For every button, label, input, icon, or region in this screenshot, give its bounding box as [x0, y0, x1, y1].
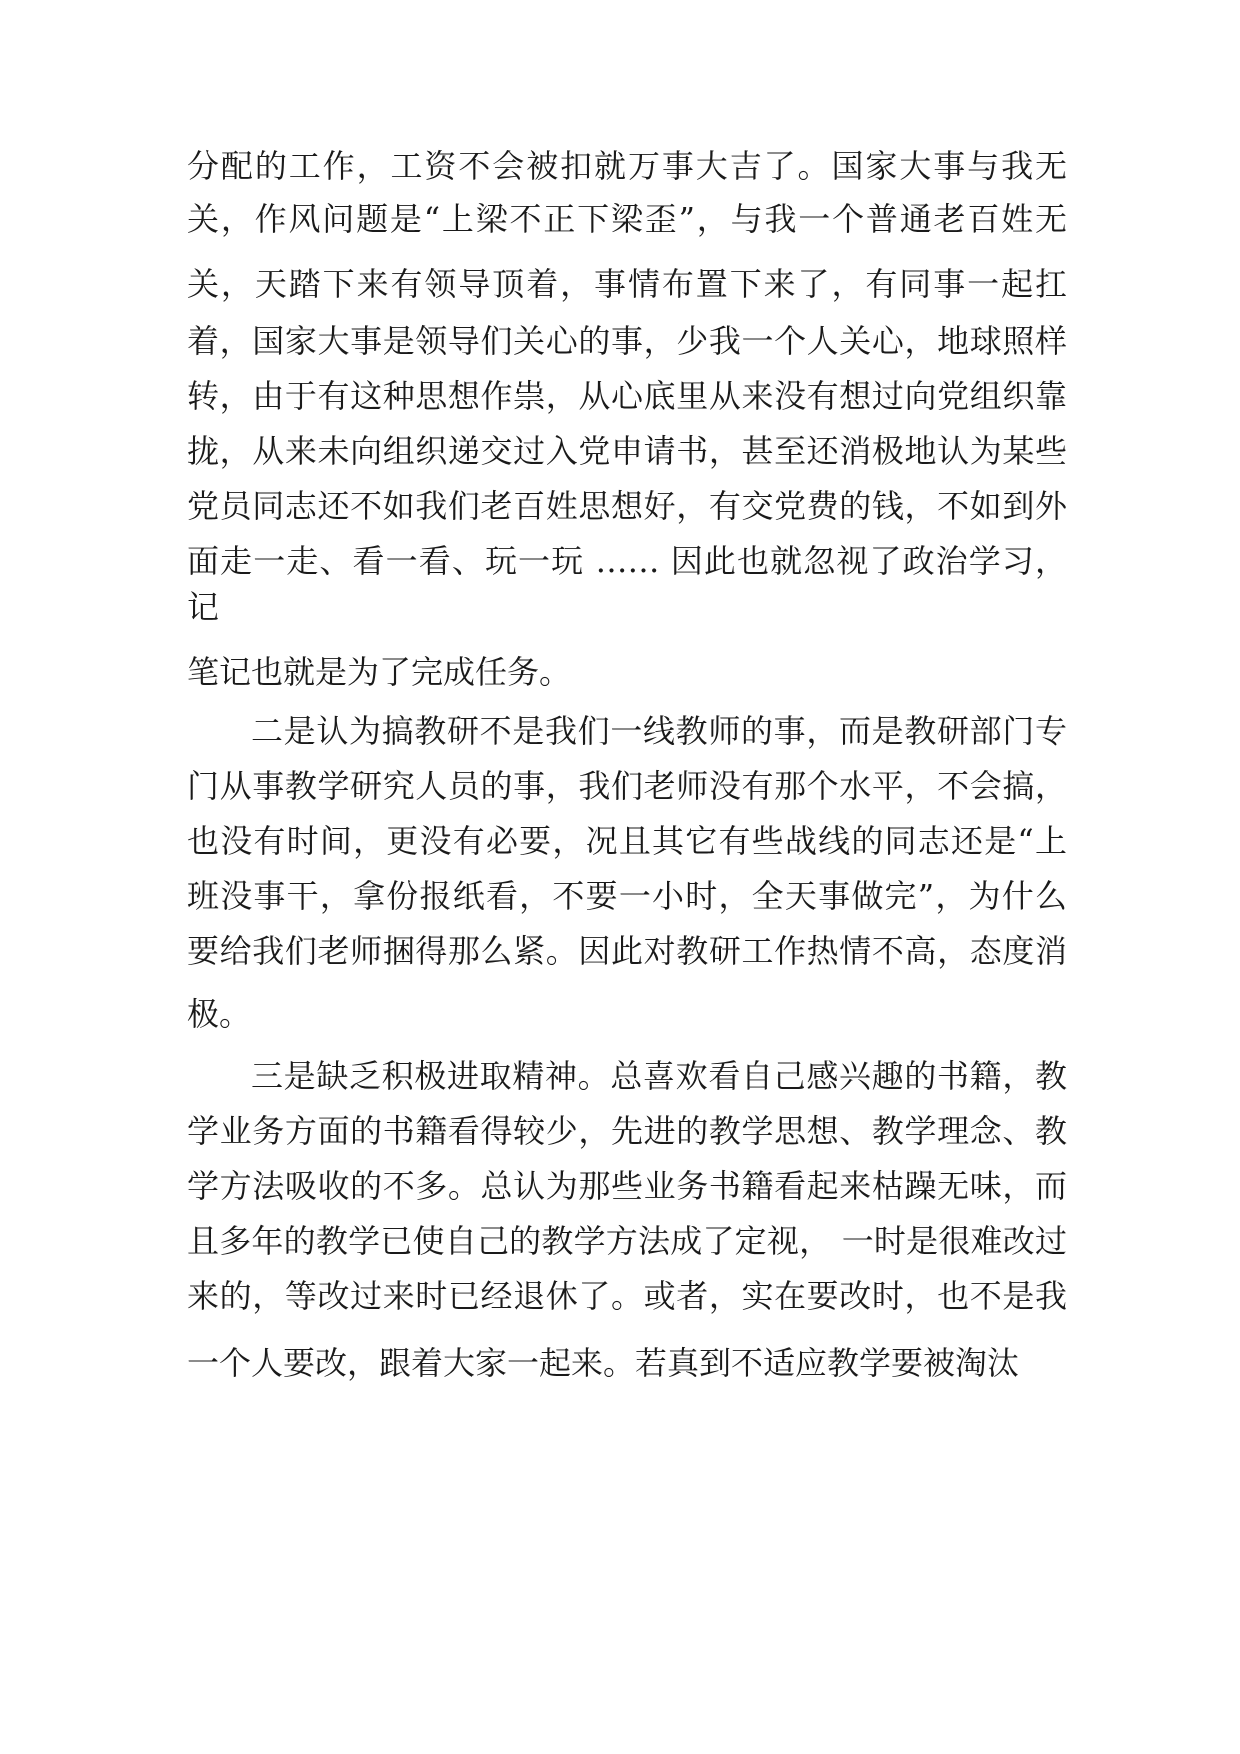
- text-line: 一个人要改，跟着大家一起来。若真到不适应教学要被淘汰: [187, 1344, 1020, 1382]
- text-line: 也没有时间，更没有必要，况且其它有些战线的同志还是“上: [187, 822, 1067, 860]
- text-line: 且多年的教学已使自己的教学方法成了定视， 一时是很难改过: [187, 1222, 1067, 1260]
- text-line: 关，作风问题是“上梁不正下梁歪”，与我一个普通老百姓无: [187, 200, 1067, 238]
- paragraph-start-line: 三是缺乏积极进取精神。总喜欢看自己感兴趣的书籍，教: [251, 1057, 1067, 1095]
- text-line: 拢，从来未向组织递交过入党申请书，甚至还消极地认为某些: [187, 432, 1067, 470]
- text-line: 党员同志还不如我们老百姓思想好，有交党费的钱，不如到外: [187, 487, 1067, 525]
- text-line: 面走一走、看一看、玩一玩 …… 因此也就忽视了政治学习，: [187, 542, 1067, 580]
- text-line: 分配的工作，工资不会被扣就万事大吉了。国家大事与我无: [187, 147, 1067, 185]
- text-line: 门从事教学研究人员的事，我们老师没有那个水平，不会搞，: [187, 767, 1067, 805]
- text-line: 着，国家大事是领导们关心的事，少我一个人关心，地球照样: [187, 322, 1067, 360]
- text-line: 班没事干，拿份报纸看，不要一小时，全天事做完”，为什么: [187, 877, 1067, 915]
- text-line: 转，由于有这种思想作祟，从心底里从来没有想过向党组织靠: [187, 377, 1067, 415]
- text-line: 来的，等改过来时已经退休了。或者，实在要改时，也不是我: [187, 1277, 1067, 1315]
- text-line: 要给我们老师捆得那么紧。因此对教研工作热情不高，态度消: [187, 932, 1067, 970]
- text-line: 记: [187, 588, 220, 626]
- text-line: 极。: [187, 995, 252, 1033]
- text-line: 学方法吸收的不多。总认为那些业务书籍看起来枯躁无味，而: [187, 1167, 1067, 1205]
- text-line: 关，天踏下来有领导顶着，事情布置下来了，有同事一起扛: [187, 265, 1067, 303]
- text-line: 笔记也就是为了完成任务。: [187, 653, 572, 691]
- paragraph-start-line: 二是认为搞教研不是我们一线教师的事，而是教研部门专: [251, 712, 1067, 750]
- text-line: 学业务方面的书籍看得较少，先进的教学思想、教学理念、教: [187, 1112, 1067, 1150]
